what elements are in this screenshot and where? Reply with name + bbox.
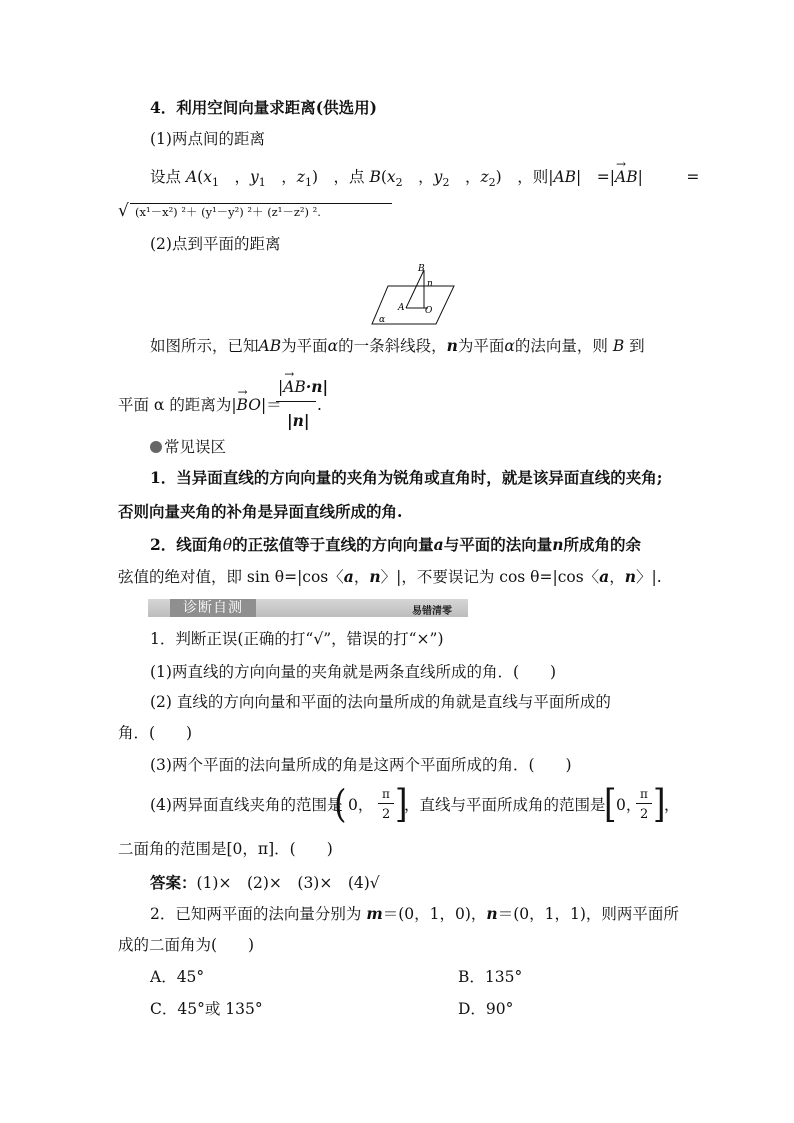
range-2-zero: 0， <box>616 796 642 814</box>
statement-2-line-2: 角．( ) <box>118 724 193 742</box>
range-2-pi: π <box>640 787 648 801</box>
statement-4-line-1: (4)两异面直线夹角的范围是 <box>150 796 343 814</box>
statement-1: (1)两直线的方向向量的夹角就是两条直线所成的角．( ) <box>150 663 557 681</box>
range-1-pi: π <box>382 787 390 801</box>
label-a: A <box>398 303 405 313</box>
subheading-point-plane: (2)点到平面的距离 <box>150 235 281 253</box>
question-2-line-2: 成的二面角为( ) <box>118 936 255 954</box>
question-2-line-1: 2．已知两平面的法向量分别为 m＝(0，1，0)，n＝(0，1，1)，则两平面所 <box>150 904 679 923</box>
statement-2-line-1: (2) 直线的方向向量和平面的法向量所成的角就是直线与平面所成的 <box>150 693 611 711</box>
self-test-title: 诊断自测 <box>170 599 256 617</box>
statement-3: (3)两个平面的法向量所成的角是这两个平面所成的角．( ) <box>150 756 572 774</box>
mistake-1-line-2: 否则向量夹角的补角是异面直线所成的角. <box>118 502 403 521</box>
self-test-tag: 易错清零 <box>412 606 452 617</box>
point-plane-distance: 平面 α 的距离为|→ BO|＝ <box>118 398 282 414</box>
section-heading: 4．利用空间向量求距离(供选用) <box>150 98 377 117</box>
answer-line: 答案：(1)× (2)× (3)× (4)√ <box>150 873 380 892</box>
range-2-open-bracket: [ <box>604 781 617 827</box>
figure-description: 如图所示，已知AB为平面α的一条斜线段，n为平面α的法向量，则 B 到 <box>150 336 645 355</box>
range-1-two: 2 <box>382 807 391 822</box>
range-2-close-bracket: ] <box>653 781 666 827</box>
range-1-close-bracket: ] <box>395 781 408 827</box>
statement-4-line-2: 二面角的范围是[0，π]．( ) <box>118 840 333 858</box>
mistake-2-line-2: 弦值的绝对值，即 sin θ=|cos〈a，n〉|，不要误记为 cos θ=|cos〈a，n〉|. <box>118 567 662 586</box>
range-1-frac-bar <box>378 803 394 804</box>
fraction-period: . <box>317 396 322 414</box>
subheading-two-points: (1)两点间的距离 <box>150 130 265 148</box>
sqrt-bar <box>130 203 392 204</box>
statement-4-comma: ， <box>664 796 680 814</box>
bulb-icon <box>150 441 162 453</box>
range-2-frac-bar <box>636 803 652 804</box>
mistake-2-line-1: 2．线面角θ的正弦值等于直线的方向向量a与平面的法向量n所成角的余 <box>150 535 642 554</box>
distance-formula-line: 设点 $A(x_1$ ，$y_1$ ，$z_1$) ，点 $B(x_2$ ，$y_2$ ，$z_2$) ，则|AB| =|→ AB| = <box>150 170 699 186</box>
question-1: 1．判断正误(正确的打“√”，错误的打“×”) <box>150 630 444 648</box>
sqrt-symbol: √ <box>118 201 129 221</box>
option-a: A．45° <box>150 968 205 986</box>
fraction-numerator: |→ AB·n| <box>278 379 328 396</box>
option-c: C．45°或 135° <box>150 1000 263 1018</box>
mistakes-header: 常见误区 <box>150 440 226 456</box>
mistake-1-line-1: 1．当异面直线的方向向量的夹角为锐角或直角时，就是该异面直线的夹角; <box>150 468 663 487</box>
oblique-segment-figure <box>370 260 460 328</box>
range-1-zero: 0， <box>348 796 374 814</box>
range-2-two: 2 <box>640 807 649 822</box>
statement-4-line-1b: ，直线与平面所成角的范围是 <box>404 796 606 814</box>
range-1-open-paren: ( <box>334 781 347 827</box>
option-b: B．135° <box>458 968 523 986</box>
segment-ab <box>406 270 424 308</box>
sqrt-radicand: (x¹－x²) ²＋ (y¹－y²) ²＋ (z¹－z²) ². <box>135 205 321 219</box>
option-d: D．90° <box>458 1000 514 1018</box>
fraction-bar <box>276 401 316 402</box>
fraction-denominator: |n| <box>287 411 310 430</box>
label-o: O <box>425 306 433 316</box>
label-b: B <box>418 264 425 274</box>
label-n: n <box>427 279 433 289</box>
label-alpha: α <box>379 315 386 325</box>
